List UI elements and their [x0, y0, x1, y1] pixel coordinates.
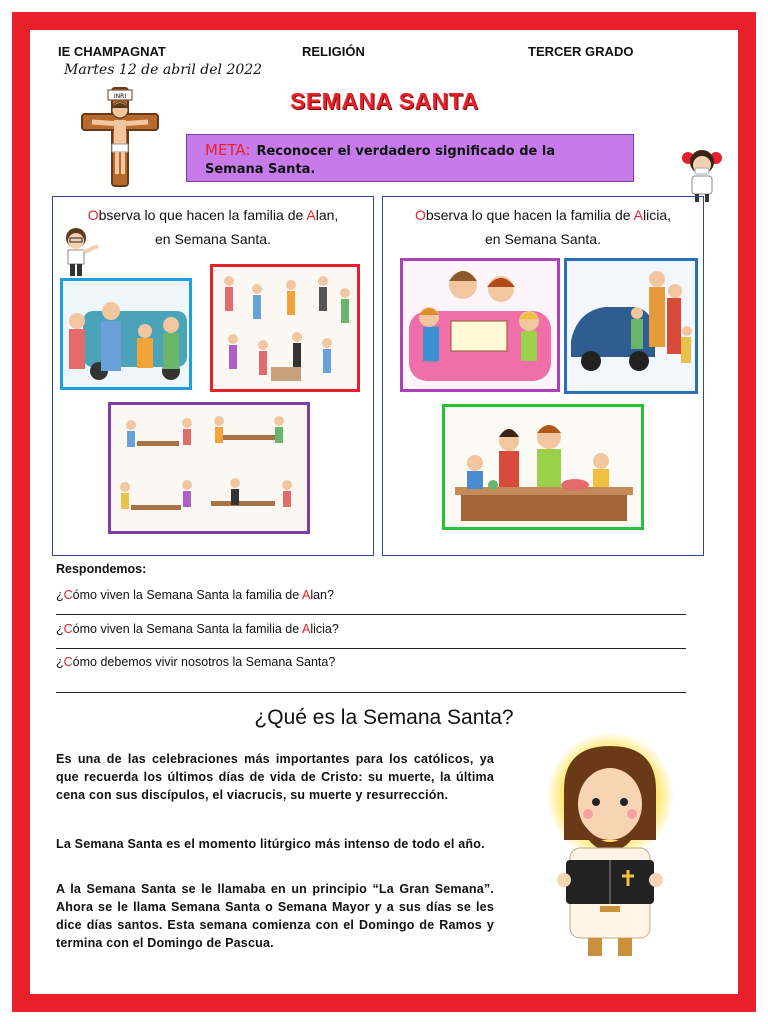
section-title: ¿Qué es la Semana Santa? [254, 706, 514, 729]
answer-line-1[interactable] [56, 614, 686, 615]
grade-label: TERCER GRADO [528, 44, 634, 59]
answer-line-3[interactable] [56, 692, 686, 693]
paragraph-2: La Semana Santa es el momento litúrgico más intenso de todo el año. [56, 837, 485, 851]
question-3: ¿Cómo debemos vivir nosotros la Semana Santa? [56, 655, 336, 669]
inri-sign: INRI [113, 93, 127, 100]
page-title: SEMANA SANTA [290, 88, 479, 114]
question-2: ¿Cómo viven la Semana Santa la familia de Alicia? [56, 622, 339, 636]
restaurant-dining-image [108, 402, 310, 534]
goal-label: META: [205, 141, 251, 159]
school-name: IE CHAMPAGNAT [58, 44, 166, 59]
goal-text: Reconocer el verdadero significado de la Semana Santa. [205, 144, 556, 177]
question-1: ¿Cómo viven la Semana Santa la familia de Alan? [56, 588, 334, 602]
family-car-image [60, 278, 192, 390]
family-cooking-image [442, 404, 644, 530]
questions-heading: Respondemos: [56, 562, 147, 576]
party-dancing-image [210, 264, 360, 392]
panel-alan-caption: Observa lo que hacen la familia de Alan, en Semana Santa. [87, 207, 339, 247]
panel-alicia-caption: Observa lo que hacen la familia de Alicia, en Semana Santa. [414, 207, 672, 247]
crucifix-illustration [80, 84, 160, 188]
boy-illustration [58, 224, 100, 278]
goal-box [186, 134, 634, 182]
date-text: Martes 12 de abril del 2022 [64, 62, 263, 78]
family-car-alicia-image [564, 258, 698, 394]
family-reading-image [400, 258, 560, 392]
paragraph-3: A la Semana Santa se le llamaba en un principio “La Gran Semana”. Ahora se le llama Semana Santa o Semana Mayor y a sus días se les dice días santos. Esta semana comienza con el Domingo de Ramos y termina con el Domingo de Pascua. [56, 882, 494, 950]
girl-illustration [680, 144, 724, 204]
answer-line-2[interactable] [56, 648, 686, 649]
jesus-reading-illustration [530, 730, 694, 966]
paragraph-1: Es una de las celebraciones más importantes para los católicos, ya que recuerda los últimos días de vida de Cristo: su muerte, la última cena con sus discípulos, el viacrucis, su muerte y resurrección. [56, 752, 494, 802]
subject-name: RELIGIÓN [302, 44, 365, 59]
